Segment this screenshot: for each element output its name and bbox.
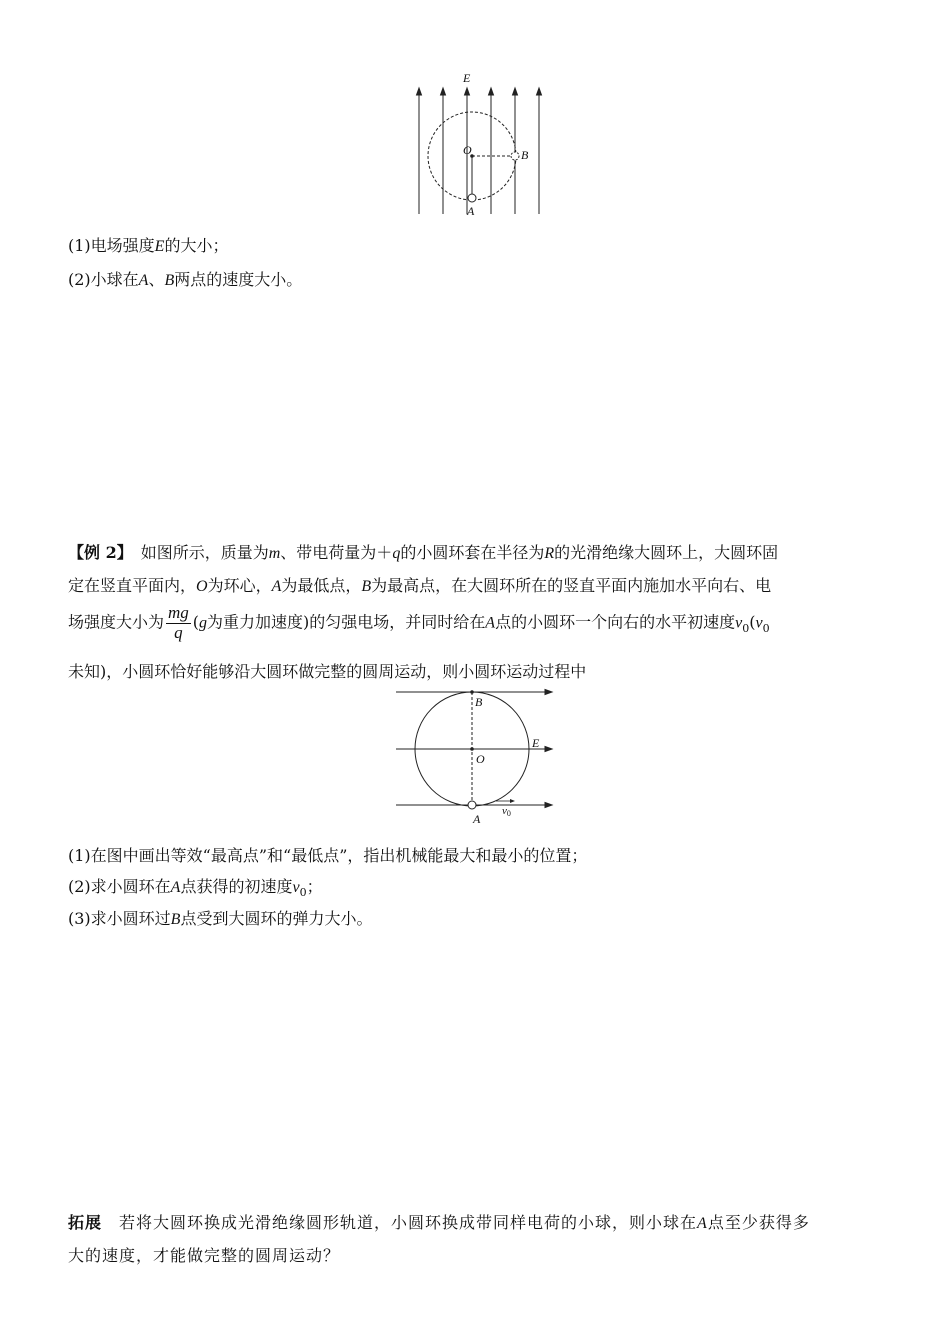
label-A: A [473,812,481,826]
small-ring-a [468,801,476,809]
label-B: B [475,695,483,709]
label-E: E [463,71,471,85]
question-1: (1)电场强度E的大小； [68,236,229,255]
example-2-line-4: 未知)，小圆环恰好能够沿大圆环做完整的圆周运动，则小圆环运动过程中 [68,662,587,681]
point-b [470,690,474,694]
label-O: O [463,143,472,157]
ex2-question-2: (2)求小圆环在A点获得的初速度$v_0$； [68,877,323,900]
label-B: B [521,148,529,162]
label-v0: v0 [502,805,511,818]
extension-line-1: 拓展 若将大圆环换成光滑绝缘圆形轨道，小圆环换成带同样电荷的小球，则小球在A点至少获得多 [68,1213,810,1232]
ex2-question-3: (3)求小圆环过B点受到大圆环的弹力大小。 [68,909,373,928]
question-2: (2)小球在A、B两点的速度大小。 [68,270,303,289]
fraction-mg-over-q: $\frac{mg}{q}$ [168,603,189,642]
center-o [470,747,474,751]
extension-tag: 拓展 [68,1213,103,1232]
label-O: O [476,752,485,766]
example-2-line-2: 定在竖直平面内，O为环心，A为最低点，B为最高点，在大圆环所在的竖直平面内施加水平向右、电 [68,576,772,595]
ex2-question-1: (1)在图中画出等效“最高点”和“最低点”，指出机械能最大和最小的位置； [68,846,588,865]
ball-a [468,194,476,202]
extension-line-2: 大的速度，才能做完整的圆周运动？ [68,1246,341,1265]
example-2-line-1: 【例 2】 如图所示，质量为m、带电荷量为＋q的小圆环套在半径为R的光滑绝缘大圆环上，大圆环固 [68,543,779,562]
ball-b [511,152,519,160]
label-E: E [532,736,540,750]
example-tag: 【例 2】 [68,543,125,562]
label-A: A [467,204,475,218]
figure-2-horizontal-field [392,686,562,828]
field-arrow [417,88,422,95]
example-2-line-3: 场强度大小为 $\frac{mg}{q}$ (g为重力加速度)的匀强电场，并同时给在A点的小圆环一个向右的水平初速度$v_0(v_0$ [68,603,770,642]
figure-1-vertical-field [405,70,555,220]
